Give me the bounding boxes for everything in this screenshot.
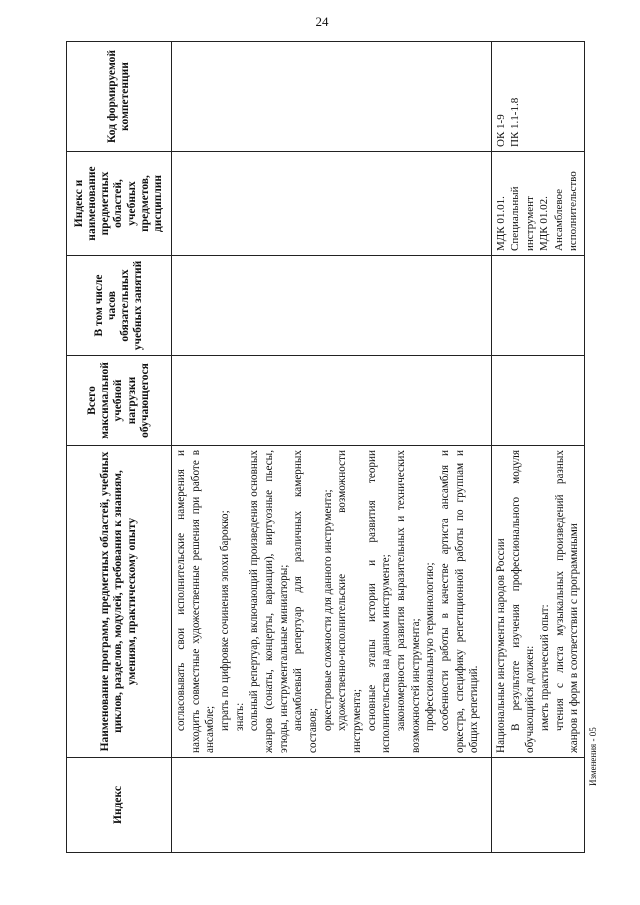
cell-subject [492,152,585,256]
list-item: Ансамблевое исполнительство [552,171,580,251]
cell-requirements [492,446,585,758]
header-name: Наименование программ, предметных областей, учебных циклов, разделов, модулей, требования к знаниям, умениям, практическому опыту [67,446,172,758]
list-item: особенности работы в качестве артиста ансамбля и оркестра, специфику репетиционной работы по группам и общих репетиций. [439,450,481,753]
cell-requirements [172,446,492,758]
list-item: играть по цифровке сочинения эпохи барокко; [219,510,232,731]
list-item: оркестровые сложности для данного инструмента; [321,489,334,731]
curriculum-table [66,41,585,853]
header-index: Индекс [67,758,172,853]
cell-max-load [172,356,492,446]
cell-max-load [492,356,585,446]
list-item: В результате изучения профессионального модуля обучающийся должен: [509,450,537,753]
list-item: ансамблевый репертуар для различных камерных составов; [292,450,320,753]
cell-competence [492,42,585,152]
table-row [492,42,585,853]
list-item: Специальный инструмент [509,186,536,251]
list-item: чтения с листа музыкальных произведений разных жанров и форм в соответствии с программными [553,450,581,753]
page-number: 24 [315,14,329,29]
header-row [67,42,172,853]
list-item: сольный репертуар, включающий произведения основных жанров (сонаты, концерты, вариации), виртуозные пьесы, этюды, инструментальные миниатюры; [248,450,290,753]
list-item: закономерности развития выразительных и технических возможностей инструмента; [395,450,422,753]
list-item: согласовывать свои исполнительские намерения и находить совместные художественные решения при работе в ансамбле; [175,450,217,753]
revision-footer: Изменения - 05 [588,727,598,786]
list-item: МДК 01.01. [495,196,507,251]
list-item: МДК 01.02. [538,196,551,251]
list-item: профессиональную терминологию; [424,562,437,731]
list-item: ОК 1-9 [495,114,507,147]
header-hours: В том числе часов обязательных учебных занятий [67,256,172,356]
list-item: ПК 1.1-1.8 [509,97,522,147]
cell-hours [172,256,492,356]
rotated-table-canvas [66,42,581,853]
list-item: иметь практический опыт: [539,604,552,731]
list-item: Национальные инструменты народов России [495,538,507,753]
header-subject: Индекс и наименование предметных областей, учебных предметов, дисциплин [67,152,172,256]
cell-competence [172,42,492,152]
list-item: художественно-исполнительские возможности инструмента; [336,450,364,753]
header-max-load: Всего максимальной учебной нагрузки обучающегося [67,356,172,446]
cell-subject [172,152,492,256]
table-row [172,42,492,853]
list-item: основные этапы истории и развития теории исполнительства на данном инструменте; [365,450,393,753]
cell-index [172,758,492,853]
cell-index [492,758,585,853]
cell-hours [492,256,585,356]
header-competence: Код формируемой компетенции [67,42,172,152]
list-item: знать: [233,702,246,731]
